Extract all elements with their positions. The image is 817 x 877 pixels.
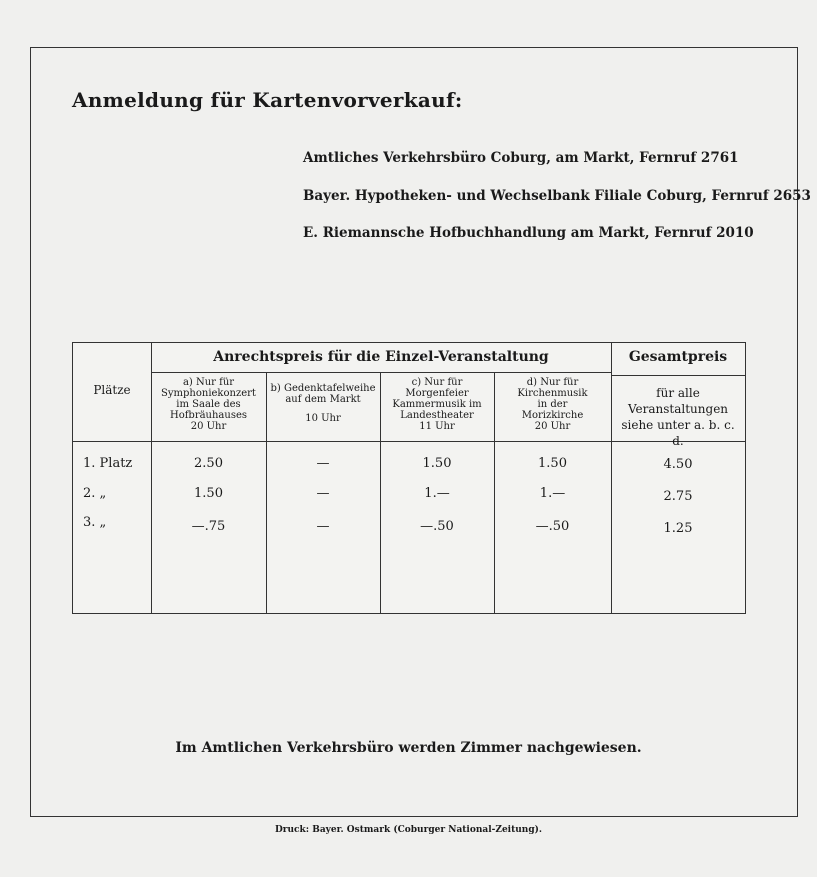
office-1: Amtliches Verkehrsbüro Coburg, am Markt, Fernruf 2761 bbox=[303, 150, 739, 166]
event-a-line: a) Nur für bbox=[182, 377, 235, 388]
row-3-c: —.50 bbox=[420, 519, 454, 534]
event-a-line: Hofbräuhauses bbox=[169, 410, 248, 421]
event-c-line: Kammermusik im bbox=[392, 399, 482, 410]
footer-note: Im Amtlichen Verkehrsbüro werden Zimmer nachgewiesen. bbox=[175, 740, 642, 756]
office-3: E. Riemannsche Hofbuchhandlung am Markt, Fernruf 2010 bbox=[303, 225, 754, 241]
event-b-line: auf dem Markt bbox=[285, 394, 361, 405]
event-d-line: 20 Uhr bbox=[534, 421, 571, 432]
event-d-line: d) Nur für bbox=[526, 377, 579, 388]
row-2-d: 1.— bbox=[539, 486, 566, 501]
header-total-sub: für alle Veranstaltungen siehe unter a. b. c. d. bbox=[621, 386, 735, 448]
header-total: Gesamtpreis bbox=[628, 349, 728, 365]
event-c bbox=[380, 377, 494, 432]
row-1-b: — bbox=[316, 456, 330, 471]
event-b-line: b) Gedenktafelweihe bbox=[270, 383, 376, 394]
event-d-line: Kirchenmusik bbox=[517, 388, 588, 399]
event-b-line: 10 Uhr bbox=[305, 413, 341, 424]
row-3-label: 3. „ bbox=[83, 515, 107, 530]
event-a bbox=[151, 377, 266, 432]
row-2-c: 1.— bbox=[424, 486, 450, 501]
row-1-label: 1. Platz bbox=[83, 456, 133, 471]
price-table bbox=[72, 342, 746, 614]
page-title: Anmeldung für Kartenvorverkauf: bbox=[72, 88, 463, 112]
header-group: Anrechtspreis für die Einzel-Veranstaltung bbox=[213, 349, 549, 365]
event-d bbox=[494, 377, 611, 432]
row-2-label: 2. „ bbox=[83, 486, 107, 501]
header-plaetze: Plätze bbox=[93, 383, 131, 397]
office-2: Bayer. Hypotheken- und Wechselbank Filiale Coburg, Fernruf 2653 bbox=[303, 188, 811, 204]
event-d-line: Morizkirche bbox=[521, 410, 584, 421]
printer-imprint: Druck: Bayer. Ostmark (Coburger National-Zeitung). bbox=[274, 825, 543, 835]
event-b-line bbox=[266, 405, 380, 413]
row-3-b: — bbox=[316, 519, 330, 534]
row-3-total: 1.25 bbox=[663, 521, 693, 536]
row-3-a: —.75 bbox=[191, 519, 226, 534]
event-c-line: Landestheater bbox=[400, 410, 474, 421]
row-1-d: 1.50 bbox=[538, 456, 567, 471]
event-a-line: im Saale des bbox=[176, 399, 241, 410]
row-1-total: 4.50 bbox=[663, 457, 693, 472]
row-2-b: — bbox=[316, 486, 330, 501]
event-b bbox=[266, 383, 380, 424]
event-c-line: 11 Uhr bbox=[419, 421, 455, 432]
event-a-line: 20 Uhr bbox=[190, 421, 227, 432]
row-2-a: 1.50 bbox=[194, 486, 223, 501]
row-1-c: 1.50 bbox=[422, 456, 452, 471]
row-3-d: —.50 bbox=[535, 519, 570, 534]
event-c-line: Morgenfeier bbox=[405, 388, 469, 399]
event-c-line: c) Nur für bbox=[411, 377, 463, 388]
row-1-a: 2.50 bbox=[194, 456, 223, 471]
row-2-total: 2.75 bbox=[663, 489, 693, 504]
event-d-line: in der bbox=[537, 399, 568, 410]
event-a-line: Symphoniekonzert bbox=[161, 388, 256, 399]
